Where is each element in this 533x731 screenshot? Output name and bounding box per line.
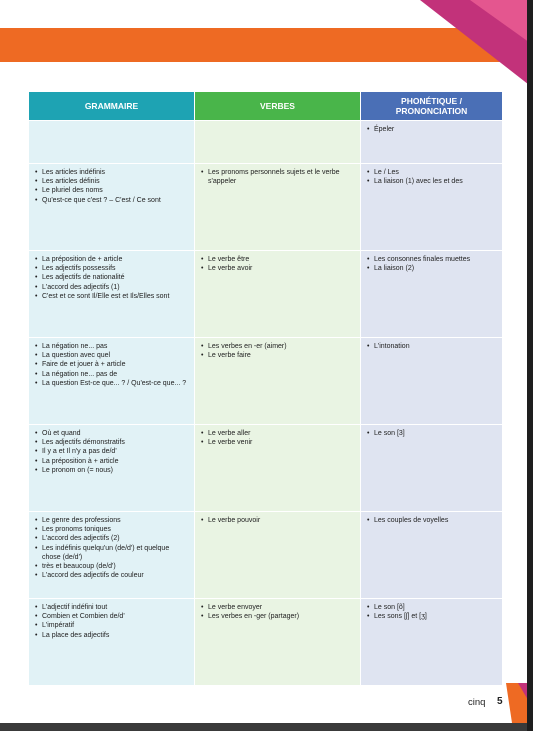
list-item: • La liaison (2) — [367, 264, 496, 273]
cell-verbes — [195, 164, 361, 251]
verbes-list — [201, 516, 354, 525]
table-header-row — [29, 92, 503, 121]
list-item: • Les articles définis — [35, 177, 188, 186]
list-item: • La liaison (1) avec les et des — [367, 177, 496, 186]
footer-page-word: cinq — [468, 697, 486, 708]
table-row — [29, 251, 503, 338]
list-item: • La question Est-ce que... ? / Qu'est-ce que... ? — [35, 379, 188, 388]
header-grammaire: GRAMMAIRE — [29, 92, 195, 121]
table-row — [29, 512, 503, 599]
phonetique-list — [367, 516, 496, 525]
list-item: • La question avec quel — [35, 351, 188, 360]
list-item: • C'est et ce sont Il/Elle est et Ils/Elles sont — [35, 292, 188, 301]
list-item: • La préposition à + article — [35, 457, 188, 466]
list-item: • La préposition de + article — [35, 255, 188, 264]
cell-phonetique — [361, 121, 503, 164]
cell-phonetique — [361, 338, 503, 425]
cell-grammaire — [29, 599, 195, 686]
list-item: • Les pronoms toniques — [35, 525, 188, 534]
list-item: • Faire de et jouer à + article — [35, 360, 188, 369]
cell-phonetique — [361, 164, 503, 251]
list-item: • Les verbes en -er (aimer) — [201, 342, 354, 351]
verbes-list — [201, 255, 354, 273]
cell-phonetique — [361, 599, 503, 686]
list-item: • La négation ne... pas — [35, 342, 188, 351]
phonetique-list — [367, 168, 496, 186]
cell-grammaire — [29, 512, 195, 599]
verbes-list — [201, 429, 354, 447]
list-item: • Le son [3] — [367, 429, 496, 438]
cell-phonetique — [361, 251, 503, 338]
program-table — [28, 91, 503, 686]
cell-grammaire — [29, 164, 195, 251]
phonetique-list — [367, 342, 496, 351]
bottom-bar — [0, 723, 533, 731]
grammaire-list — [35, 168, 188, 205]
list-item: • Les adjectifs de nationalité — [35, 273, 188, 282]
list-item: • Les pronoms personnels sujets et le verbe s'appeler — [201, 168, 354, 186]
list-item: • Les adjectifs possessifs — [35, 264, 188, 273]
table-row — [29, 599, 503, 686]
list-item: • Qu'est-ce que c'est ? – C'est / Ce sont — [35, 196, 188, 205]
table-row — [29, 425, 503, 512]
cell-grammaire — [29, 338, 195, 425]
cell-verbes — [195, 599, 361, 686]
grammaire-list — [35, 516, 188, 580]
list-item: • L'adjectif indéfini tout — [35, 603, 188, 612]
table-row — [29, 121, 503, 164]
list-item: • Les consonnes finales muettes — [367, 255, 496, 264]
header-verbes: VERBES — [195, 92, 361, 121]
verbes-list — [201, 603, 354, 621]
cell-verbes — [195, 512, 361, 599]
cell-verbes — [195, 425, 361, 512]
cell-grammaire — [29, 425, 195, 512]
phonetique-list — [367, 603, 496, 621]
list-item: • Les couples de voyelles — [367, 516, 496, 525]
header-phonetique-line1: PHONÉTIQUE / — [401, 96, 462, 106]
phonetique-list — [367, 125, 496, 134]
list-item: • Les indéfinis quelqu'un (de/d') et quelque chose (de/d') — [35, 544, 188, 562]
cell-phonetique — [361, 512, 503, 599]
list-item: • L'accord des adjectifs de couleur — [35, 571, 188, 580]
list-item: • Le son [õ] — [367, 603, 496, 612]
list-item: • L'accord des adjectifs (1) — [35, 283, 188, 292]
right-edge — [527, 0, 533, 731]
cell-phonetique — [361, 425, 503, 512]
list-item: • Le verbe pouvoir — [201, 516, 354, 525]
footer-page-number: 5 — [497, 696, 503, 707]
list-item: • Le pluriel des noms — [35, 186, 188, 195]
cell-verbes — [195, 338, 361, 425]
list-item: • Où et quand — [35, 429, 188, 438]
phonetique-list — [367, 255, 496, 273]
list-item: • Le verbe faire — [201, 351, 354, 360]
list-item: • Le verbe avoir — [201, 264, 354, 273]
list-item: • Le / Les — [367, 168, 496, 177]
grammaire-list — [35, 342, 188, 388]
list-item: • Le verbe aller — [201, 429, 354, 438]
list-item: • Il y a et Il n'y a pas de/d' — [35, 447, 188, 456]
list-item: • Le verbe être — [201, 255, 354, 264]
list-item: • Le genre des professions — [35, 516, 188, 525]
list-item: • La place des adjectifs — [35, 631, 188, 640]
grammaire-list — [35, 429, 188, 475]
list-item: • Le verbe venir — [201, 438, 354, 447]
table-row — [29, 164, 503, 251]
header-phonetique-line2: PRONONCIATION — [395, 106, 468, 116]
cell-grammaire — [29, 251, 195, 338]
verbes-list — [201, 342, 354, 360]
list-item: • Les sons [ʃ] et [ʒ] — [367, 612, 496, 621]
list-item: • L'accord des adjectifs (2) — [35, 534, 188, 543]
grammaire-list — [35, 603, 188, 640]
header-phonetique — [361, 92, 503, 121]
list-item: • Les articles indéfinis — [35, 168, 188, 177]
list-item: • Le verbe envoyer — [201, 603, 354, 612]
list-item: • Le pronom on (= nous) — [35, 466, 188, 475]
list-item: • Épeler — [367, 125, 496, 134]
list-item: • très et beaucoup (de/d') — [35, 562, 188, 571]
corner-decoration-top — [0, 0, 533, 90]
list-item: • L'impératif — [35, 621, 188, 630]
cell-grammaire — [29, 121, 195, 164]
verbes-list — [201, 168, 354, 186]
list-item: • Les adjectifs démonstratifs — [35, 438, 188, 447]
list-item: • Combien et Combien de/d' — [35, 612, 188, 621]
cell-verbes — [195, 251, 361, 338]
list-item: • La négation ne... pas de — [35, 370, 188, 379]
phonetique-list — [367, 429, 496, 438]
cell-verbes — [195, 121, 361, 164]
table-row — [29, 338, 503, 425]
grammaire-list — [35, 255, 188, 301]
list-item: • Les verbes en -ger (partager) — [201, 612, 354, 621]
list-item: • L'intonation — [367, 342, 496, 351]
